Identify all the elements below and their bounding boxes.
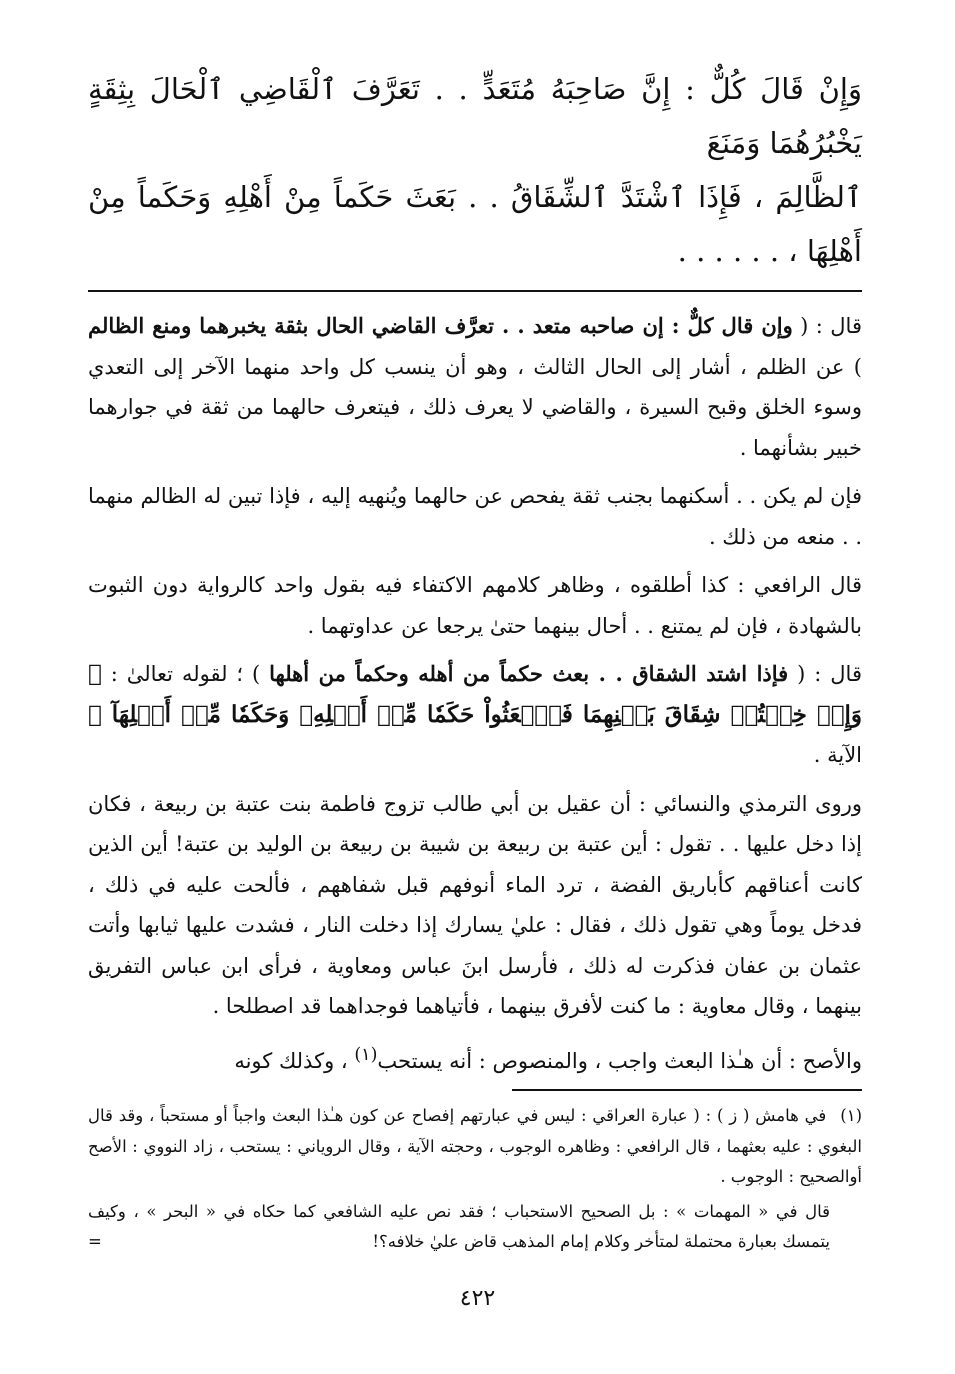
page-number: ٤٢٢	[459, 1286, 496, 1311]
matn-line-2: ٱلظَّالِمَ ، فَإِذَا ٱشْتَدَّ ٱلشِّقَاقُ . . بَعَثَ حَكَماً مِنْ أَهْلِهِ وَحَكَماً مِنْ أَهْلِهَا ، . . . . . .	[88, 180, 862, 268]
text: ) عن الظلم ، أشار إلى الحال الثالث ، وهو أن ينسب كل واحد منهما الآخر إلى التعدي وسوء الخلق وقبح السيرة ، والقاضي لا يعرف ذلك ، فيتعرف حالهما من ثقة في جوارهما خبير بشأنهما .	[88, 354, 862, 460]
footnote-reference[interactable]: (١)	[354, 1044, 378, 1065]
commentary-paragraph-5: وروى الترمذي والنسائي : أن عقيل بن أبي طالب تزوج فاطمة بنت عتبة بن ربيعة ، فكان إذا دخل عليها . . تقول : أين عتبة بن ربيعة بن شيبة بن ربيعة بن الوليد بن عتبة! أين الذين كانت أعناقهم كأباريق الفضة ، ترد الماء أنوفهم قبل شفاههم ، فألحت عليه في ذلك ، فدخل يوماً وهي تقول ذلك ، فقال : عليٰ يسارك إذا دخلت النار ، فشدت عليها ثيابها وأتت عثمان بن عفان فذكرت له ذلك ، فأرسل ابنَ عباس ومعاوية ، فرأى ابن عباس التفريق بينهما ، وقال معاوية : ما كنت لأفرق بينهما ، فأتياهما فوجداهما قد اصطلحا .	[88, 791, 862, 1018]
footnote-1	[88, 1101, 862, 1193]
commentary-paragraph-1	[88, 306, 862, 468]
commentary-paragraph-4	[88, 654, 862, 776]
page-body	[88, 62, 862, 1262]
quoted-matn: وإن قال كلٌّ : إن صاحبه متعد . . تعرَّف القاضي الحال بثقة يخبرهما ومنع الظالم	[88, 313, 793, 338]
footnotes	[88, 1101, 862, 1258]
commentary	[88, 306, 862, 1081]
footnote-separator	[88, 1089, 862, 1091]
text: قال : (	[792, 314, 862, 338]
footnote-1-continued	[88, 1197, 862, 1258]
text: قال : (	[788, 662, 862, 686]
text: الآية .	[813, 743, 862, 767]
commentary-paragraph-6	[88, 1035, 862, 1082]
text: ، وكذلك كونه	[234, 1048, 355, 1073]
commentary-paragraph-3: قال الرافعي : كذا أطلقوه ، وظاهر كلامهم الاكتفاء فيه بقول واحد كالرواية دون الثبوت بالشهادة ، فإن لم يمتنع . . أحال بينهما حتىٰ يرجعا عن عداوتهما .	[88, 573, 862, 638]
matn-separator-rule	[88, 290, 862, 292]
continuation-mark: =	[88, 1232, 102, 1251]
matn-line-1: وَإِنْ قَالَ كُلٌّ : إِنَّ صَاحِبَهُ مُتَعَدٍّ . . تَعَرَّفَ ٱلْقَاضِي ٱلْحَالَ بِثِقَةٍ يَخْبُرُهُمَا وَمَنَعَ	[88, 72, 862, 160]
quoted-matn: فإذا اشتد الشقاق . . بعث حكماً من أهله وحكماً من أهلها	[269, 661, 789, 686]
text: والأصح : أن هـٰذا البعث واجب ، والمنصوص : أنه يستحب	[377, 1048, 862, 1073]
quran-verse: ﴿ وَإِنۡ خِفۡتُمۡ شِقَاقَ بَيۡنِهِمَا فَٱبۡعَثُواْ حَكَمٗا مِّنۡ أَهۡلِهِۦ وَحَكَمٗا مِّنۡ أَهۡلِهَآ ﴾	[88, 660, 862, 728]
text: ) ؛ لقوله تعالىٰ :	[101, 662, 270, 686]
footnote-text: في هامش ( ز ) : ( عبارة العراقي : ليس في عبارتهم إفصاح عن كون هـٰذا البعث واجباً أو مستحباً ، وقد قال البغوي : عليه بعثهما ، قال الرافعي : وظاهره الوجوب ، وحجته الآية ، وقال الروياني : يستحب ، زاد النووي : الأصح أوالصحيح : الوجوب .	[88, 1106, 862, 1186]
footnote-number: (١)	[840, 1106, 862, 1125]
footnote-text: قال في « المهمات » : بل الصحيح الاستحباب ؛ فقد نص عليه الشافعي كما حكاه في « البحر » ، وكيف يتمسك بعبارة محتملة لمتأخر وكلام إمام المذهب قاض عليٰ خلافه؟!	[88, 1201, 830, 1251]
commentary-paragraph-2: فإن لم يكن . . أسكنهما بجنب ثقة يفحص عن حالهما ويُنهيه إليه ، فإذا تبين له الظالم منهما . . منعه من ذلك .	[88, 484, 862, 549]
matn-text	[88, 62, 862, 278]
footnote-rule	[512, 1089, 862, 1091]
